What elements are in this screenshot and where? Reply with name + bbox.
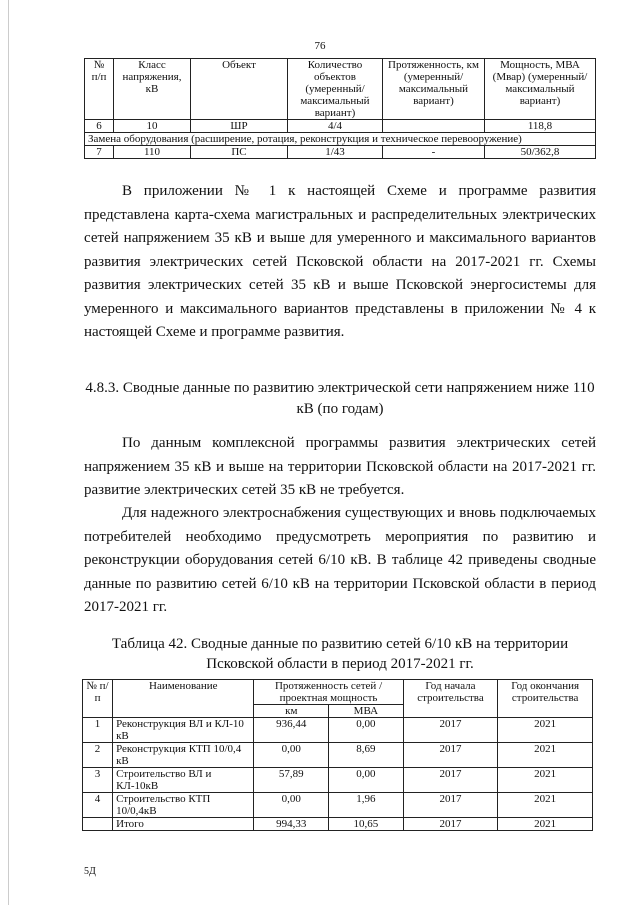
table-cell: 2021 — [498, 743, 593, 768]
table-row — [85, 120, 596, 133]
table-cell: Строительство ВЛ и КЛ-10кВ — [113, 768, 254, 793]
table-cell: 2017 — [403, 818, 498, 831]
table-header-row — [83, 680, 593, 705]
table-cell: 10,65 — [329, 818, 404, 831]
table-cell: 1 — [83, 718, 113, 743]
table-cell: 6 — [85, 120, 114, 133]
page-number: 76 — [314, 40, 326, 52]
header-cell: Наименование — [113, 680, 254, 718]
table-cell: 2017 — [403, 793, 498, 818]
table-total-row — [83, 818, 593, 831]
table-cell: 4 — [83, 793, 113, 818]
table-cell: 0,00 — [329, 718, 404, 743]
header-cell: Класс напряжения, кВ — [114, 59, 191, 120]
table-row — [85, 146, 596, 159]
table-row — [83, 718, 593, 743]
table-caption: Таблица 42. Сводные данные по развитию сетей 6/10 кВ на территории Псковской области в период 2017-2021 гг. — [111, 636, 569, 672]
body-paragraph-1: В приложении № 1 к настоящей Схеме и программе развития представлена карта-схема магистральных и распределительных электрических сетей напряжением 35 кВ и выше для умеренного и максимального вариантов развития электрических сетей Псковской области на 2017-2021 гг. Схемы развития электрических сетей 35 кВ и выше Псковской энергосистемы для умеренного и максимального вариантов представлены в приложении № 4 к настоящей Схеме и программе развития. — [84, 183, 596, 340]
table-cell: 3 — [83, 768, 113, 793]
table-cell: 50/362,8 — [485, 146, 596, 159]
table-cell: 4/4 — [288, 120, 383, 133]
header-cell: Количество объектов (умеренный/ максимальный вариант) — [288, 59, 383, 120]
body-paragraph-2: По данным комплексной программы развития электрических сетей напряжением 35 кВ и выше на территории Псковской области на 2017-2021 гг. развитие электрических сетей 35 кВ не требуется. — [84, 435, 596, 498]
table-cell: Итого — [113, 818, 254, 831]
footer-mark: 5Д — [84, 866, 96, 877]
table-cell: 2 — [83, 743, 113, 768]
table-summary-6-10kv — [82, 679, 593, 831]
section-heading: 4.8.3. Сводные данные по развитию электрической сети напряжением ниже 110 кВ (по годам) — [85, 380, 595, 417]
table-cell: 10 — [114, 120, 191, 133]
table-section-row — [85, 133, 596, 146]
table-cell: 2021 — [498, 793, 593, 818]
table-cell: Строительство КТП 10/0,4кВ — [113, 793, 254, 818]
table-cell: 118,8 — [485, 120, 596, 133]
table-cell: 2021 — [498, 818, 593, 831]
header-cell: Объект — [191, 59, 288, 120]
header-cell: № п/п — [83, 680, 113, 718]
body-paragraph-3: Для надежного электроснабжения существующих и вновь подключаемых потребителей необходимо предусмотреть мероприятия по развитию и реконструкции оборудования сетей 6/10 кВ. В таблице 42 приведены сводные данные по развитию сетей 6/10 кВ на территории Псковской области в период 2017-2021 гг. — [84, 505, 596, 615]
table-cell: 2017 — [403, 743, 498, 768]
table-cell: 2021 — [498, 768, 593, 793]
table-cell: Реконструкция ВЛ и КЛ-10 кВ — [113, 718, 254, 743]
header-cell: Год окончания строительства — [498, 680, 593, 718]
table-row — [83, 743, 593, 768]
table-cell — [83, 818, 113, 831]
header-cell: Год начала строительства — [403, 680, 498, 718]
table-power-objects — [84, 58, 596, 159]
header-cell: № п/п — [85, 59, 114, 120]
table-cell: - — [383, 146, 485, 159]
table-cell: ПС — [191, 146, 288, 159]
table-cell: Реконструкция КТП 10/0,4 кВ — [113, 743, 254, 768]
section-label: Замена оборудования (расширение, ротация, реконструкция и техническое перевооружение) — [85, 133, 596, 146]
table-cell: ШР — [191, 120, 288, 133]
table-cell: 2017 — [403, 768, 498, 793]
table-row — [83, 793, 593, 818]
header-cell: Протяженность, км (умеренный/ максимальный вариант) — [383, 59, 485, 120]
table-cell: 0,00 — [254, 793, 329, 818]
header-cell: МВА — [329, 705, 404, 718]
header-cell: км — [254, 705, 329, 718]
header-cell: Мощность, МВА (Мвар) (умеренный/ максимальный вариант) — [485, 59, 596, 120]
table-cell: 0,00 — [254, 743, 329, 768]
table-cell: 936,44 — [254, 718, 329, 743]
table-cell — [383, 120, 485, 133]
table-cell: 2021 — [498, 718, 593, 743]
table-cell: 0,00 — [329, 768, 404, 793]
table-cell: 2017 — [403, 718, 498, 743]
table-cell: 994,33 — [254, 818, 329, 831]
table-header-row — [85, 59, 596, 120]
header-cell: Протяженность сетей / проектная мощность — [254, 680, 403, 705]
table-cell: 8,69 — [329, 743, 404, 768]
table-cell: 7 — [85, 146, 114, 159]
scan-margin-line — [8, 0, 9, 905]
table-cell: 110 — [114, 146, 191, 159]
table-cell: 1/43 — [288, 146, 383, 159]
table-cell: 57,89 — [254, 768, 329, 793]
table-row — [83, 768, 593, 793]
table-cell: 1,96 — [329, 793, 404, 818]
